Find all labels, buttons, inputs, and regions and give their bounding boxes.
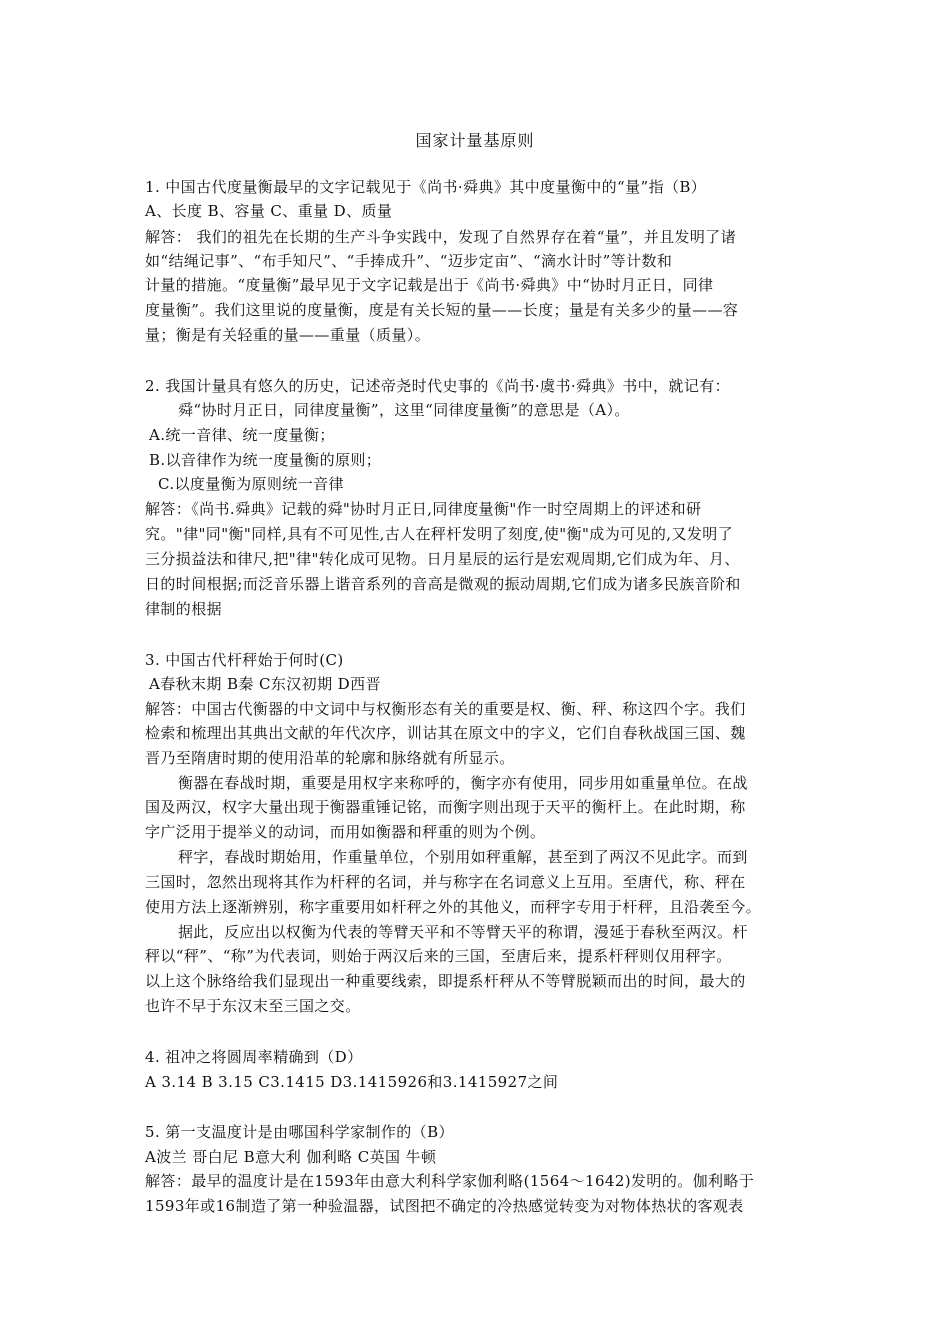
answer-2-line: 三分损益法和律尺,把"律"转化成可见物。日月星辰的运行是宏观周期,它们成为年、月、 [145, 550, 740, 568]
answer-3-line: 字广泛用于提举义的动词，而用如衡器和秤重的则为个例。 [145, 823, 546, 841]
answer-3-line: 解答：中国古代衡器的中文词中与权衡形态有关的重要是权、衡、秤、称这四个字。我们 [145, 700, 746, 718]
answer-3-paragraph: 秤字，春战时期始用，作重量单位，个别用如秤重解，甚至到了两汉不见此字。而到 [178, 848, 748, 866]
question-5: 5. 第一支温度计是由哪国科学家制作的（B） [145, 1123, 454, 1141]
question-2-continued: 舜“协时月正日，同律度量衡”，这里“同律度量衡”的意思是（A）。 [178, 401, 630, 419]
answer-3-paragraph: 据此，反应出以权衡为代表的等臂天平和不等臂天平的称谓，漫延于春秋至两汉。杆 [178, 923, 748, 941]
answer-3-line: 国及两汉，权字大量出现于衡器重锤记铭，而衡字则出现于天平的衡杆上。在此时期，称 [145, 798, 746, 816]
question-1: 1. 中国古代度量衡最早的文字记载见于《尚书·舜典》其中度量衡中的“量”指（B） [145, 178, 707, 196]
answer-1-line: 如“结绳记事”、“布手知尺”、“手捧成升”、“迈步定亩”、“滴水计时”等计数和 [145, 252, 673, 270]
question-3-options: A春秋末期 B秦 C东汉初期 D西晋 [149, 675, 381, 693]
answer-5-line: 解答：最早的温度计是在1593年由意大利科学家伽利略(1564～1642)发明的。伽利略于 [145, 1172, 755, 1190]
answer-2-line: 日的时间根据;而泛音乐器上谐音系列的音高是微观的振动周期,它们成为诸多民族音阶和 [145, 575, 741, 593]
question-4-options: A 3.14 B 3.15 C3.1415 D3.1415926和3.1415927之间 [145, 1073, 559, 1091]
answer-2-line: 律制的根据 [145, 600, 223, 618]
question-4: 4. 祖冲之将圆周率精确到（D） [145, 1048, 363, 1066]
answer-3-line: 三国时，忽然出现将其作为杆秤的名词，并与称字在名词意义上互用。至唐代，称、秤在 [145, 873, 746, 891]
question-2: 2. 我国计量具有悠久的历史，记述帝尧时代史事的《尚书·虞书·舜典》书中，就记有： [145, 377, 731, 395]
answer-5-line: 1593年或16制造了第一种验温器，试图把不确定的冷热感觉转变为对物体热状的客观表 [145, 1197, 744, 1215]
question-5-options: A波兰 哥白尼 B意大利 伽利略 C英国 牛顿 [145, 1148, 437, 1166]
answer-3-line: 也许不早于东汉末至三国之交。 [145, 997, 361, 1015]
answer-3-line: 检索和梳理出其典出文献的年代次序，训诂其在原文中的字义，它们自春秋战国三国、魏 [145, 724, 746, 742]
answer-3-paragraph: 衡器在春战时期，重要是用权字来称呼的，衡字亦有使用，同步用如重量单位。在战 [178, 774, 748, 792]
question-3: 3. 中国古代杆秤始于何时(C) [145, 651, 344, 669]
answer-1-line: 度量衡”。我们这里说的度量衡，度是有关长短的量——长度；量是有关多少的量——容 [145, 301, 739, 319]
question-2-option-c: C.以度量衡为原则统一音律 [158, 475, 344, 493]
answer-1-line: 解答： 我们的祖先在长期的生产斗争实践中，发现了自然界存在着“量”，并且发明了诸 [145, 228, 737, 246]
question-1-options: A、长度 B、容量 C、重量 D、质量 [145, 202, 393, 220]
answer-3-line: 使用方法上逐渐辨别，称字重要用如杆秤之外的其他义，而秤字专用于杆秤，且沿袭至今。 [145, 898, 762, 916]
answer-2-line: 解答：《尚书.舜典》记载的舜"协时月正日,同律度量衡"作一时空周期上的评述和研 [145, 500, 702, 518]
question-2-option-b: B.以音律作为统一度量衡的原则； [149, 451, 382, 469]
question-2-option-a: A.统一音律、统一度量衡； [149, 426, 335, 444]
answer-1-line: 量；衡是有关轻重的量——重量（质量）。 [145, 326, 431, 344]
answer-3-line: 晋乃至隋唐时期的使用沿革的轮廓和脉络就有所显示。 [145, 749, 515, 767]
answer-2-line: 究。"律"同"衡"同样,具有不可见性,古人在秤杆发明了刻度,使"衡"成为可见的,又发明了 [145, 525, 734, 543]
document-title: 国家计量基原则 [415, 131, 535, 150]
answer-3-line: 秤以“秤”、“称”为代表词，则始于两汉后来的三国，至唐后来，提系杆秤则仅用秤字。 [145, 947, 732, 965]
answer-3-line: 以上这个脉络给我们显现出一种重要线索，即提系杆秤从不等臂脱颖而出的时间，最大的 [145, 972, 746, 990]
answer-1-line: 计量的措施。“度量衡”最早见于文字记载是出于《尚书·舜典》中“协时月正日，同律 [145, 276, 714, 294]
